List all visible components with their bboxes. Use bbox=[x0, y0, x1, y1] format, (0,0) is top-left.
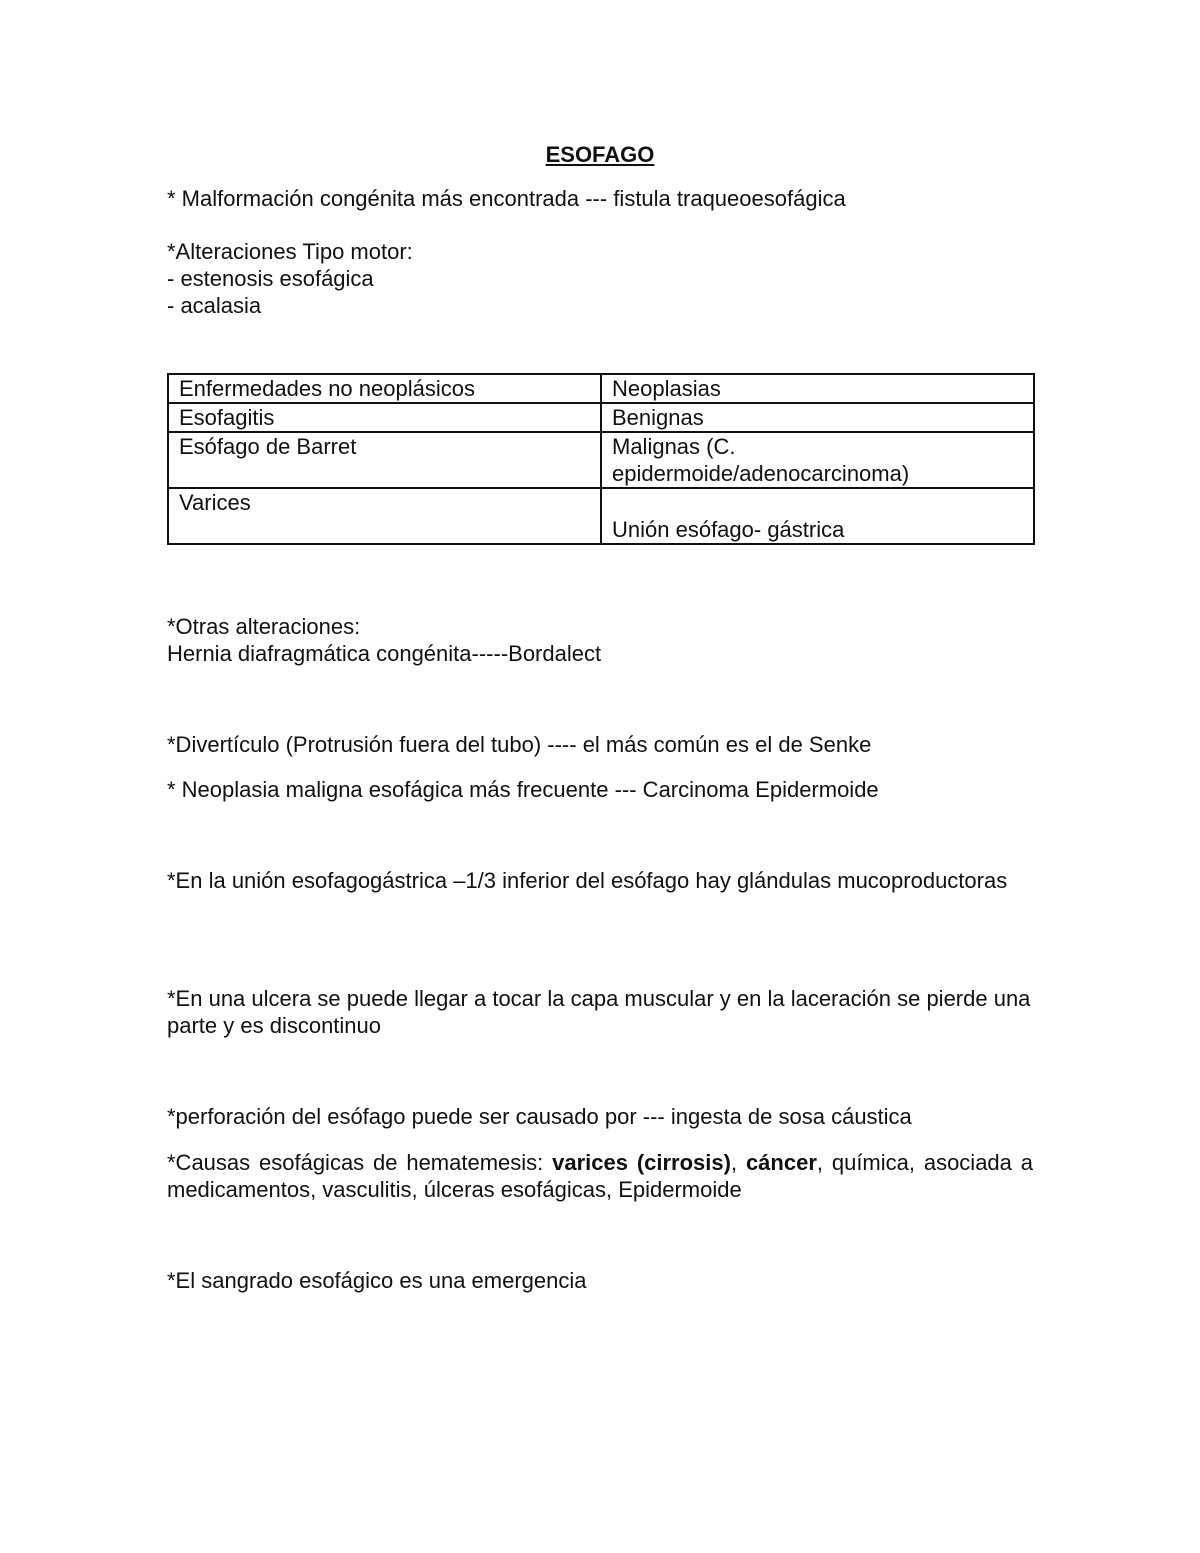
motor-heading: *Alteraciones Tipo motor: bbox=[167, 239, 413, 264]
table-cell: Varices bbox=[168, 488, 601, 544]
malformation-paragraph: * Malformación congénita más encontrada --- fistula traqueoesofágica bbox=[167, 186, 846, 211]
table-row bbox=[168, 488, 1034, 544]
hematemesis-varices: varices (cirrosis) bbox=[552, 1150, 731, 1175]
union-paragraph: *En la unión esofagogástrica –1/3 inferior del esófago hay glándulas mucoproductoras bbox=[167, 868, 1008, 893]
table-header-non-neoplastic: Enfermedades no neoplásicos bbox=[168, 374, 601, 403]
hematemesis-separator: , bbox=[730, 1150, 746, 1175]
page-title: ESOFAGO bbox=[545, 142, 655, 167]
motor-item-estenosis: - estenosis esofágica bbox=[167, 266, 374, 291]
hematemesis-cancer: cáncer bbox=[745, 1150, 817, 1175]
ulcera-paragraph: *En una ulcera se puede llegar a tocar la capa muscular y en la laceración se pierde una parte y es discontinuo bbox=[167, 986, 1031, 1038]
other-heading: *Otras alteraciones: bbox=[167, 614, 361, 639]
hematemesis-rest: , química, asociada a medicamentos, vasculitis, úlceras esofágicas, Epidermoide bbox=[167, 1150, 1033, 1202]
table-cell: Esófago de Barret bbox=[168, 432, 601, 488]
table-cell: Esofagitis bbox=[168, 403, 601, 432]
neoplasia-paragraph: * Neoplasia maligna esofágica más frecuente --- Carcinoma Epidermoide bbox=[167, 777, 879, 802]
table-cell: Malignas (C. epidermoide/adenocarcinoma) bbox=[601, 432, 1034, 488]
motor-alterations-block bbox=[167, 238, 1033, 319]
table-row bbox=[168, 432, 1034, 488]
hematemesis-prefix: *Causas esofágicas de hematemesis: bbox=[167, 1150, 553, 1175]
table-cell: Unión esófago- gástrica bbox=[601, 488, 1034, 544]
perforacion-paragraph: *perforación del esófago puede ser causado por --- ingesta de sosa cáustica bbox=[167, 1104, 912, 1129]
other-alterations-block bbox=[167, 613, 1033, 667]
table-row bbox=[168, 374, 1034, 403]
table-header-neoplasias: Neoplasias bbox=[601, 374, 1034, 403]
diverticulo-paragraph: *Divertículo (Protrusión fuera del tubo) ---- el más común es el de Senke bbox=[167, 732, 872, 757]
sangrado-paragraph: *El sangrado esofágico es una emergencia bbox=[167, 1268, 587, 1293]
other-hernia-line: Hernia diafragmática congénita-----Bordalect bbox=[167, 641, 602, 666]
motor-item-acalasia: - acalasia bbox=[167, 293, 262, 318]
hematemesis-paragraph bbox=[167, 1149, 1033, 1203]
table-cell: Benignas bbox=[601, 403, 1034, 432]
table-row bbox=[168, 403, 1034, 432]
conditions-table bbox=[167, 373, 1035, 545]
